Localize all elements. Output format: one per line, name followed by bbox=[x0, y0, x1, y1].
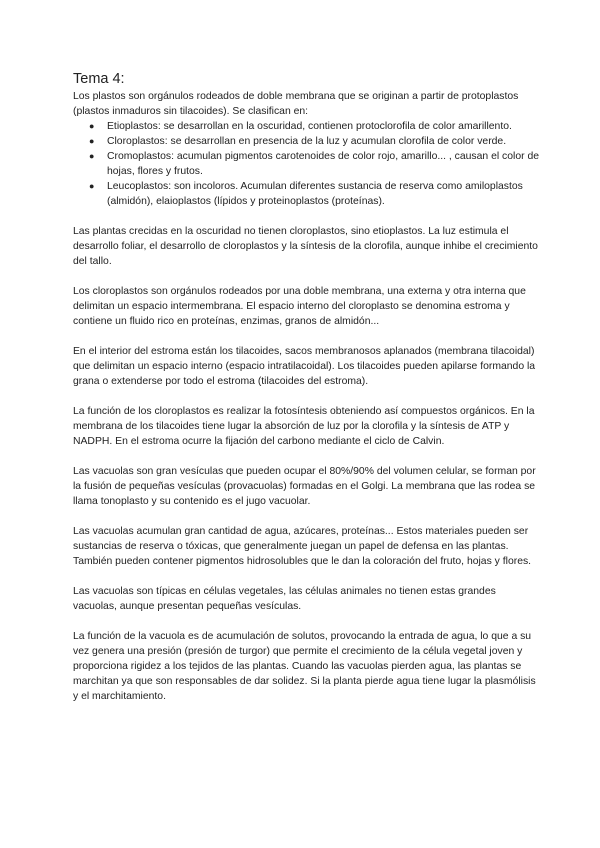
intro-paragraph: Los plastos son orgánulos rodeados de doble membrana que se originan a partir de protoplastos (plastos inmaduros sin tilacoides). Se clasifican en: bbox=[73, 91, 519, 117]
list-item-text: Cloroplastos: se desarrollan en presencia de la luz y acumulan clorofila de color verde. bbox=[107, 136, 507, 147]
list-item-text: Etioplastos: se desarrollan en la oscuridad, contienen protoclorofila de color amarillento. bbox=[107, 121, 512, 132]
paragraph-vacuolas-contenido: Las vacuolas acumulan gran cantidad de agua, azúcares, proteínas... Estos materiales pueden ser sustancias de reserva o tóxicas, que generalmente juegan un papel de defensa en las plantas. También pueden contener pigmentos hidrosolubles que le dan la coloración del fruto, hojas y flores. bbox=[73, 526, 532, 567]
list-item-text: Cromoplastos: acumulan pigmentos carotenoides de color rojo, amarillo... , causan el color de hojas, flores y frutos. bbox=[107, 151, 540, 177]
paragraph-etioplastos: Las plantas crecidas en la oscuridad no tienen cloroplastos, sino etioplastos. La luz estimula el desarrollo foliar, el desarrollo de cloroplastos y la síntesis de la clorofila, aunque inhibe el crecimiento del tallo. bbox=[73, 226, 538, 267]
list-item-cromoplastos bbox=[89, 149, 540, 179]
paragraph-vacuolas-tipicas: Las vacuolas son típicas en células vegetales, las células animales no tienen estas grandes vacuolas, aunque presentan pequeñas vesículas. bbox=[73, 586, 496, 612]
list-item-leucoplastos bbox=[89, 179, 540, 209]
paragraph-vacuolas: Las vacuolas son gran vesículas que pueden ocupar el 80%/90% del volumen celular, se forman por la fusión de pequeñas vesículas (provacuolas) formadas en el Golgi. La membrana que las rodea se llama tonoplasto y su contenido es el jugo vacuolar. bbox=[73, 466, 536, 507]
intro-section bbox=[73, 89, 540, 209]
paragraph-vacuolas-funcion: La función de la vacuola es de acumulación de solutos, provocando la entrada de agua, lo que a su vez genera una presión (presión de turgor) que permite el crecimiento de la célula vegetal joven y proporciona rigidez a los tejidos de las plantas. Cuando las vacuolas pierden agua, las plantas se marchitan ya que son responsables de dar solidez. Si la planta pierde agua tiene lugar la plasmólisis y el marchitamiento. bbox=[73, 631, 536, 702]
page-title: Tema 4: bbox=[73, 71, 125, 87]
plastid-list bbox=[73, 119, 540, 209]
bullet-icon: ● bbox=[89, 136, 95, 146]
bullet-icon: ● bbox=[89, 151, 95, 161]
list-item-cloroplastos bbox=[89, 134, 540, 149]
paragraph-fotosintesis: La función de los cloroplastos es realizar la fotosíntesis obteniendo así compuestos orgánicos. En la membrana de los tilacoides tiene lugar la absorción de luz por la clorofila y la síntesis de ATP y NADPH. En el estroma ocurre la fijación del carbono mediante el ciclo de Calvin. bbox=[73, 406, 535, 447]
bullet-icon: ● bbox=[89, 121, 95, 131]
paragraph-cloroplastos-estructura: Los cloroplastos son orgánulos rodeados por una doble membrana, una externa y otra interna que delimitan un espacio intermembrana. El espacio interno del cloroplasto se denomina estroma y contiene un fluido rico en proteínas, enzimas, granos de almidón... bbox=[73, 286, 526, 327]
list-item-etioplastos bbox=[89, 119, 540, 134]
paragraph-tilacoides: En el interior del estroma están los tilacoides, sacos membranosos aplanados (membrana tilacoidal) que delimitan un espacio interno (espacio intratilacoidal). Los tilacoides pueden apilarse formando la grana o extenderse por todo el estroma (tilacoides del estroma). bbox=[73, 346, 536, 387]
bullet-icon: ● bbox=[89, 181, 95, 191]
list-item-text: Leucoplastos: son incoloros. Acumulan diferentes sustancia de reserva como amiloplastos (almidón), elaioplastos (lípidos y proteinoplastos (proteínas). bbox=[107, 181, 523, 207]
